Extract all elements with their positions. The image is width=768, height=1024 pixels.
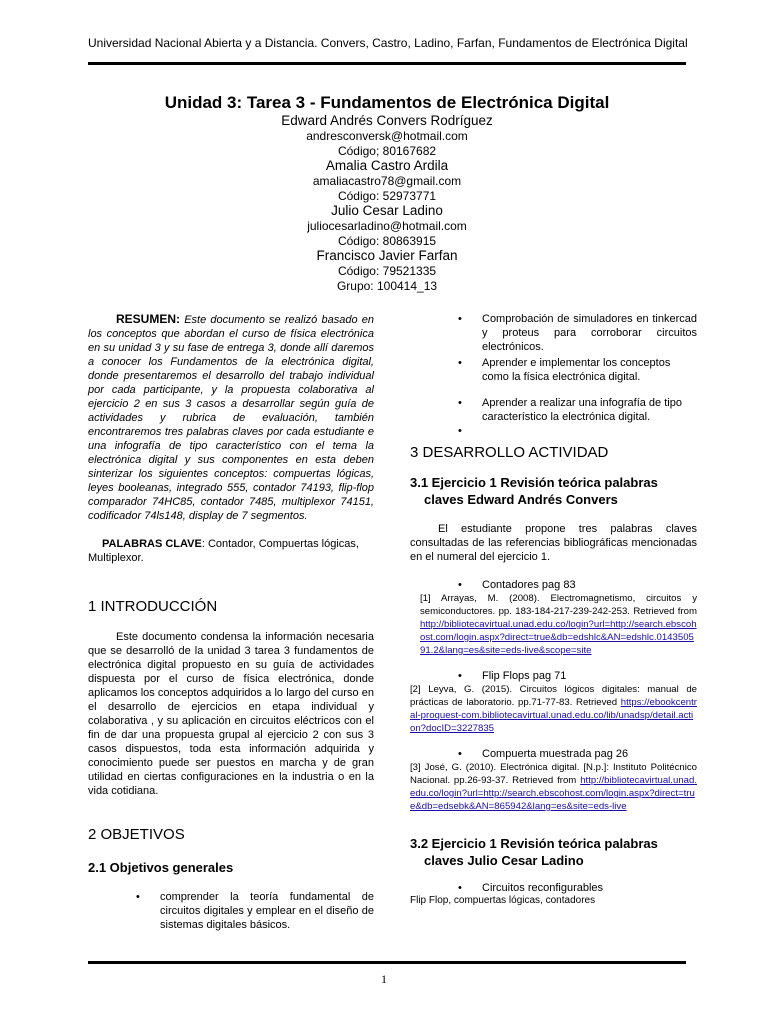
title-block [88, 92, 686, 293]
author-name: Edward Andrés Convers Rodríguez [281, 113, 493, 128]
author-code: Código: 80863915 [337, 233, 437, 248]
abstract-text: Este documento se realizó basado en los conceptos que abordan el curso de física electrónica en su unidad 3 y su fase de entrega 3, donde allí daremos a conocer los Fundamentos de la electrónica digital, donde presentaremos el desarrollo del trabajo individual por cada participante, y la propuesta colaborativa al ejercicio 2 en sus 3 casos a desarrollar según guía de actividades y rubrica de evaluación, también encontraremos tres palabras claves por cada estudiante e una infografía de tipo característico con el tema la electrónica digital y sus componentes en esta deben sinterizar los siguientes conceptos: compuertas lógicas, leyes booleanas, integrado 555, contador 74193, flip-flop comparador 74HC85, contador 7485, multiplexor 74151, codificador 74ls148, display de 7 segmentos. [88, 314, 374, 522]
list-item: • Aprender e implementar los conceptos como la física electrónica digital. [410, 356, 697, 384]
author-code: Código; 80167682 [337, 143, 437, 158]
author-email: andresconversk@hotmail.com [306, 129, 468, 143]
exercise-intro: El estudiante propone tres palabras claves consultadas de las referencias bibliográficas mencionadas en el numeral del ejercicio 1. [410, 523, 697, 563]
reference-1-text: [1] Arrayas, M. (2008). Electromagnetismo, circuitos y semiconductores. pp. 183-184-217-239-242-253. Retrieved from [420, 593, 697, 617]
reference-2-text: [2] Leyva, G. (2015). Circuitos lógicos digitales: manual de prácticas de laboratorio. pp.71-77-83. Retrieved [410, 684, 697, 708]
abstract [88, 312, 374, 523]
subsection-heading-exercise-1: 3.1 Ejercicio 1 Revisión teórica palabras claves Edward Andrés Convers [410, 475, 658, 507]
reference-3-link[interactable]: http://bibliotecavirtual.unad.edu.co/login?url=http://search.ebscohost.com/login.aspx?direct=true&db=edsebk&AN=865942&lang=es&site=eds-live [410, 775, 697, 812]
author-code: Código: 79521335 [337, 264, 437, 278]
subsection-heading-general-objectives: 2.1 Objetivos generales [88, 860, 234, 875]
subsection-heading-exercise-2: 3.2 Ejercicio 1 Revisión teórica palabras claves Julio Cesar Ladino [410, 836, 658, 868]
reference-2 [410, 683, 697, 735]
footer-rule [88, 961, 686, 964]
section-heading-objectives: 2 OBJETIVOS [88, 826, 185, 843]
abstract-label: RESUMEN: [116, 312, 181, 326]
group-code: Grupo: 100414_13 [336, 278, 438, 293]
keyword-item: • Compuerta muestrada pag 26 [410, 747, 697, 761]
keywords [88, 537, 374, 565]
keywords-label: PALABRAS CLAVE [102, 538, 202, 550]
keywords-text: : Contador, Compuertas lógicas, Multiplexor. [88, 538, 359, 564]
introduction-text: Este documento condensa la información necesaria que se desarrolló de la unidad 3 tarea 3 fundamentos de electrónica digital propuesto en su guía de actividades dispuesta por el curso de física electrónica, donde aplicamos los conceptos adquiridos a lo largo del curso en el desarrollo de ejercicios en etapa individual y colaborativa , y su aplicación en circuitos eléctricos con el fin de dar una propuesta grupal al ejercicio 2 con sus 3 casos dispuestos, toda esta información adquirida y conocimiento puede ser puestos en marcha y de gran utilidad en ciertas configuraciones en la industria o en la vida cotidiana. [88, 631, 374, 797]
list-item: • Aprender a realizar una infografía de tipo característico la electrónica digital. [410, 396, 697, 424]
author-name: Julio Cesar Ladino [331, 203, 443, 218]
keyword-item: • Flip Flops pag 71 [410, 669, 697, 683]
header-rule [88, 62, 686, 65]
keyword-item: • Contadores pag 83 [410, 578, 697, 592]
running-header: Universidad Nacional Abierta y a Distancia. Convers, Castro, Ladino, Farfan, Fundamentos de Electrónica Digital [88, 36, 688, 50]
list-item: • Comprobación de simuladores en tinkercad y proteus para corroborar circuitos electrónicos. [410, 312, 697, 354]
reference-2-link[interactable]: https://ebookcentral-proquest-com.bibliotecavirtual.unad.edu.co/lib/unadsp/detail.action?docID=3227835 [410, 697, 697, 734]
reference-3 [410, 761, 697, 813]
page-number: 1 [381, 972, 387, 986]
author-email: juliocesarladino@hotmail.com [307, 219, 467, 233]
list-item: • comprender la teoría fundamental de circuitos digitales y emplear en el diseño de sistemas digitales básicos. [88, 890, 374, 932]
section-heading-development: 3 DESARROLLO ACTIVIDAD [410, 444, 609, 461]
paper-title: Unidad 3: Tarea 3 - Fundamentos de Electrónica Digital [164, 93, 610, 112]
left-column [88, 312, 374, 932]
list-item-empty [410, 424, 697, 438]
reference-1 [410, 592, 697, 657]
section-heading-introduction: 1 INTRODUCCIÓN [88, 598, 218, 615]
reference-3-text: [3] José, G. (2010). Electrónica digital. [N.p.]: Instituto Politécnico Nacional. pp.26-93-37. Retrieved from [410, 762, 697, 786]
author-name: Francisco Javier Farfan [316, 248, 458, 263]
author-code: Código: 52973771 [337, 188, 437, 203]
keyword-detail: Flip Flop, compuertas lógicas, contadores [410, 895, 596, 906]
reference-1-link[interactable]: http://bibliotecavirtual.unad.edu.co/login?url=http://search.ebscohost.com/login.aspx?direct=true&db=edshlc&AN=edshlc.014350591.2&lang=es&site=eds-live&scope=site [420, 619, 697, 656]
author-email: amaliacastro78@gmail.com [312, 174, 462, 188]
right-column [410, 312, 697, 907]
keyword-item: • Circuitos reconfigurables [410, 881, 697, 895]
author-name: Amalia Castro Ardila [325, 158, 449, 173]
